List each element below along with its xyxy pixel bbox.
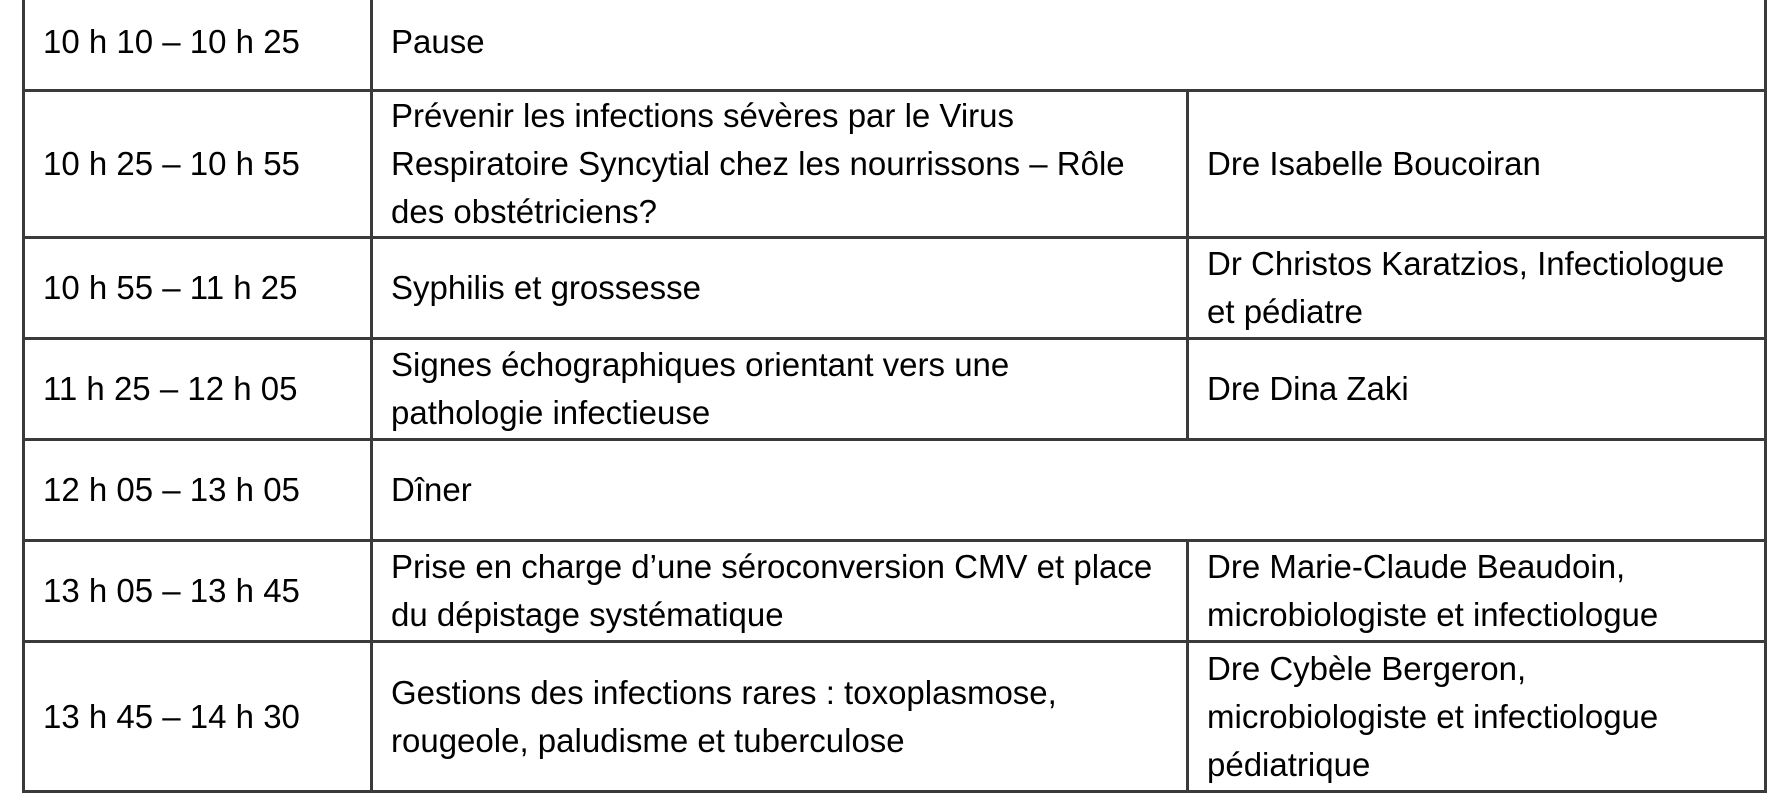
topic-cell: Dîner (372, 440, 1766, 541)
time-cell: 10 h 10 – 10 h 25 (24, 0, 372, 91)
time-cell: 11 h 25 – 12 h 05 (24, 339, 372, 440)
table-row (24, 0, 1766, 91)
speaker-cell: Dre Isabelle Boucoiran (1188, 91, 1766, 238)
table-row (24, 238, 1766, 339)
speaker-cell: Dre Marie-Claude Beaudoin, microbiologiste et infectiologue (1188, 541, 1766, 642)
topic-cell: Signes échographiques orientant vers une pathologie infectieuse (372, 339, 1188, 440)
topic-cell: Pause (372, 0, 1766, 91)
table-row (24, 642, 1766, 792)
time-cell: 12 h 05 – 13 h 05 (24, 440, 372, 541)
table-row (24, 91, 1766, 238)
table-row (24, 541, 1766, 642)
topic-cell: Syphilis et grossesse (372, 238, 1188, 339)
topic-cell: Gestions des infections rares : toxoplasmose, rougeole, paludisme et tuberculose (372, 642, 1188, 792)
schedule-table-container (22, 0, 1764, 793)
time-cell: 10 h 25 – 10 h 55 (24, 91, 372, 238)
time-cell: 10 h 55 – 11 h 25 (24, 238, 372, 339)
speaker-cell: Dre Dina Zaki (1188, 339, 1766, 440)
table-row (24, 440, 1766, 541)
topic-cell: Prise en charge d’une séroconversion CMV et place du dépistage systématique (372, 541, 1188, 642)
table-row (24, 339, 1766, 440)
topic-cell: Prévenir les infections sévères par le Virus Respiratoire Syncytial chez les nourrissons – Rôle des obstétriciens? (372, 91, 1188, 238)
time-cell: 13 h 05 – 13 h 45 (24, 541, 372, 642)
speaker-cell: Dr Christos Karatzios, Infectiologue et pédiatre (1188, 238, 1766, 339)
speaker-cell: Dre Cybèle Bergeron, microbiologiste et infectiologue pédiatrique (1188, 642, 1766, 792)
schedule-table (22, 0, 1767, 793)
time-cell: 13 h 45 – 14 h 30 (24, 642, 372, 792)
